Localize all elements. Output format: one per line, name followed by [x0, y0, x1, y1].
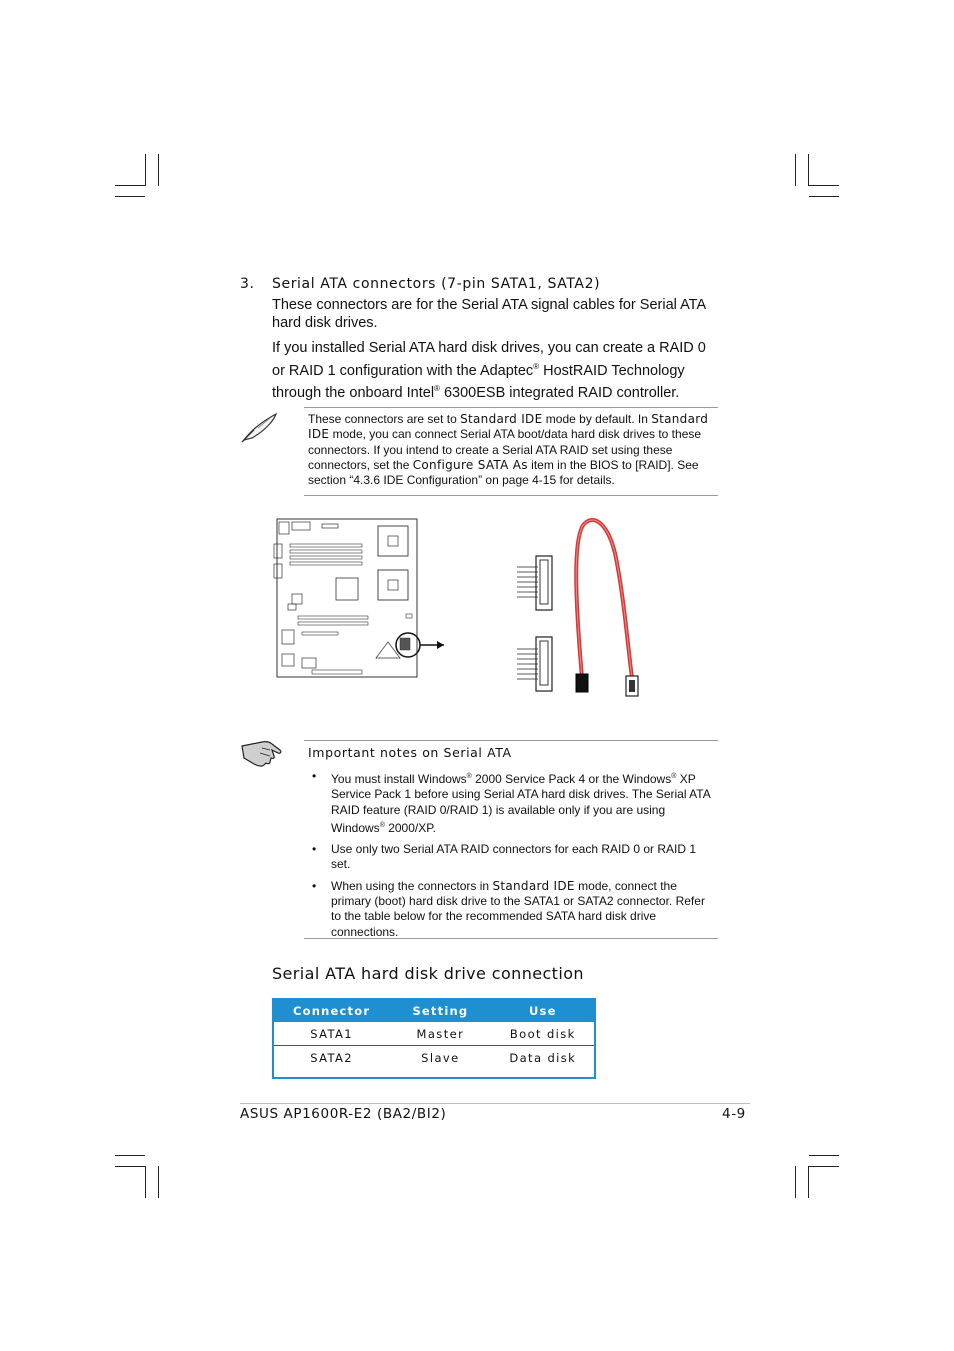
- table-heading: Serial ATA hard disk drive connection: [272, 964, 584, 983]
- sata-connection-table: [272, 998, 596, 1079]
- table-cell: Boot disk: [492, 1022, 594, 1046]
- crop-mark: [115, 185, 145, 186]
- list-item: • Use only two Serial ATA RAID connectors for each RAID 0 or RAID 1 set.: [308, 842, 716, 873]
- section-paragraph-1: These connectors are for the Serial ATA signal cables for Serial ATA hard disk drives.: [272, 297, 706, 331]
- crop-mark: [795, 154, 796, 186]
- crop-mark: [145, 154, 146, 186]
- footer-rule: [240, 1103, 750, 1104]
- sata-cable-icon: [570, 518, 640, 700]
- list-item: • When using the connectors in Standard IDE mode, connect the primary (boot) hard disk drive to the SATA1 or SATA2 connector. Refer to the table below for the recommended SATA hard disk drive connections.: [308, 879, 716, 940]
- crop-mark: [808, 1166, 809, 1198]
- table-cell: SATA1: [274, 1022, 389, 1046]
- important-notes-list: [308, 769, 716, 946]
- footer-page-number: 4-9: [722, 1106, 746, 1122]
- note-text: These connectors are set to Standard IDE mode by default. In Standard IDE mode, you can connect Serial ATA boot/data hard disk drives to these connectors. If you intend to create a Serial ATA RAID set using these connectors, set the Configure SATA As item in the BIOS to [RAID]. See section “4.3.6 IDE Configuration” on page 4-15 for details.: [308, 412, 709, 488]
- table-row: [274, 1046, 594, 1070]
- note-bottom-rule: [304, 495, 718, 496]
- important-notes-title: Important notes on Serial ATA: [308, 745, 512, 760]
- sata-connector-icon: [515, 555, 555, 695]
- table-row: [274, 1022, 594, 1046]
- table-cell: Master: [389, 1022, 491, 1046]
- list-item: • You must install Windows® 2000 Service Pack 4 or the Windows® XP Service Pack 1 before using Serial ATA hard disk drives. The Serial ATA RAID feature (RAID 0/RAID 1) is available only if you are using Windows® 2000/XP.: [308, 769, 716, 836]
- header-setting: Setting: [389, 1000, 491, 1022]
- motherboard-layout-icon: [272, 518, 422, 680]
- crop-mark: [809, 185, 839, 186]
- section-paragraph-2: If you installed Serial ATA hard disk drives, you can create a RAID 0 or RAID 1 configuration with the Adaptec® HostRAID Technology through the onboard Intel® 6300ESB integrated RAID controller.: [272, 340, 706, 401]
- crop-mark: [795, 1166, 796, 1198]
- crop-mark: [145, 1166, 146, 1198]
- crop-mark: [115, 1155, 145, 1156]
- table-header-row: [274, 1000, 594, 1022]
- table-cell: SATA2: [310, 1050, 353, 1065]
- table-cell: Data disk: [509, 1050, 577, 1065]
- pen-note-icon: [240, 410, 280, 444]
- header-connector: Connector: [274, 1000, 389, 1022]
- header-use: Use: [492, 1000, 594, 1022]
- crop-mark: [808, 154, 809, 186]
- crop-mark: [158, 1166, 159, 1198]
- crop-mark: [809, 1155, 839, 1156]
- section-number: 3.: [240, 276, 255, 292]
- section-title: Serial ATA connectors (7-pin SATA1, SATA2): [272, 276, 601, 292]
- crop-mark: [115, 196, 145, 197]
- crop-mark: [158, 154, 159, 186]
- crop-mark: [115, 1166, 145, 1167]
- hand-warning-icon: [240, 738, 284, 768]
- footer-product: ASUS AP1600R-E2 (BA2/BI2): [240, 1106, 447, 1122]
- table-cell: Slave: [421, 1050, 460, 1065]
- note-top-rule: [304, 407, 718, 408]
- crop-mark: [809, 1166, 839, 1167]
- important-top-rule: [304, 740, 718, 741]
- crop-mark: [809, 196, 839, 197]
